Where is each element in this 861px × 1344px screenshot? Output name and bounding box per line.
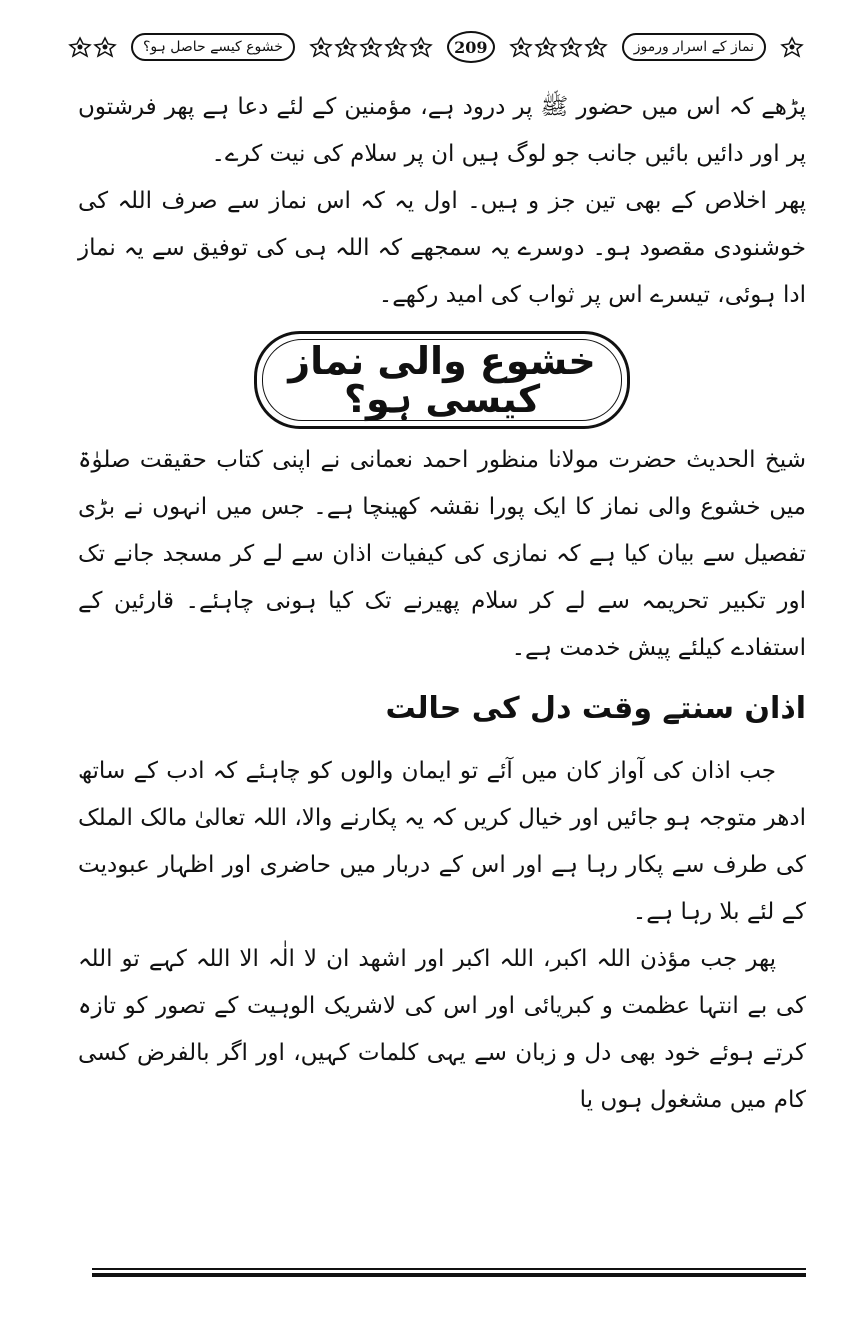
paragraph: جب اذان کی آواز کان میں آئے تو ایمان والوں کو چاہئے کہ ادب کے ساتھ ادھر متوجہ ہو جائیں اور خیال کریں کہ یہ پکارنے والا، اللہ تعالیٰ مالک الملک کی طرف سے پکار رہا ہے اور اس کے دربار میں حاضری اور اظہار عبودیت کے لئے بلا رہا ہے۔ [78,758,806,925]
book-title: نماز کے اسرار ورموز [633,39,754,55]
paragraph: پڑھے کہ اس میں حضور ﷺ پر درود ہے، مؤمنین کے لئے دعا ہے پھر فرشتوں پر اور دائیں بائیں جانب جو لوگ ہیں ان پر سلام کی نیت کرے۔ [78,94,806,167]
section-heading: خشوع والی نماز کیسی ہو؟ [288,339,596,421]
floral-ornament-icon [509,36,533,58]
floral-ornament-icon [68,36,92,58]
footer-rule-thin [92,1268,806,1270]
section-heading-box [254,331,630,429]
floral-ornament-icon [359,36,383,58]
paragraph: پھر اخلاص کے بھی تین جز و ہیں۔ اول یہ کہ اس نماز سے صرف اللہ کی خوشنودی مقصود ہو۔ دوسرے یہ سمجھے کہ اللہ ہی کی توفیق سے یہ نماز ادا ہوئی، تیسرے اس پر ثواب کی امید رکھے۔ [78,188,806,308]
floral-ornament-icon [384,36,408,58]
floral-ornament-icon [309,36,333,58]
subheading: اذان سنتے وقت دل کی حالت [385,691,806,726]
paragraph: شیخ الحدیث حضرت مولانا منظور احمد نعمانی نے اپنی کتاب حقیقت صلوٰۃ میں خشوع والی نماز کا ایک پورا نقشہ کھینچا ہے۔ جس میں انہوں نے بڑی تفصیل سے بیان کیا ہے کہ نمازی کی کیفیات اذان سے لے کر مسجد جانے تک اور تکبیر تحریمہ سے لے کر سلام پھیرنے تک کیا ہونی چاہئے۔ قارئین کے استفادے کیلئے پیش خدمت ہے۔ [78,447,806,661]
floral-ornament-icon [334,36,358,58]
footer-rule-thick [92,1273,806,1277]
floral-ornament-icon [534,36,558,58]
chapter-title-box [131,33,295,61]
ornament-right [780,36,804,58]
floral-ornament-icon [559,36,583,58]
page-number: 209 [447,31,495,63]
page-header [68,28,804,66]
ornament-left [68,36,117,58]
ornament-center-right [509,36,608,58]
floral-ornament-icon [584,36,608,58]
ornament-center-left [309,36,433,58]
book-title-box [622,33,766,61]
floral-ornament-icon [409,36,433,58]
floral-ornament-icon [93,36,117,58]
chapter-title: خشوع کیسے حاصل ہو؟ [142,39,283,55]
footer-rule [92,1268,806,1277]
floral-ornament-icon [780,36,804,58]
page-body [78,84,806,1124]
paragraph: پھر جب مؤذن اللہ اکبر، اللہ اکبر اور اشھد ان لا الٰہ الا اللہ کہے تو اللہ کی بے انتہا عظمت و کبریائی اور اس کی لاشریک الوہیت کے تصور کو تازہ کرتے ہوئے خود بھی دل و زبان سے یہی کلمات کہیں، اور اگر بالفرض کسی کام میں مشغول ہوں یا [78,946,806,1113]
